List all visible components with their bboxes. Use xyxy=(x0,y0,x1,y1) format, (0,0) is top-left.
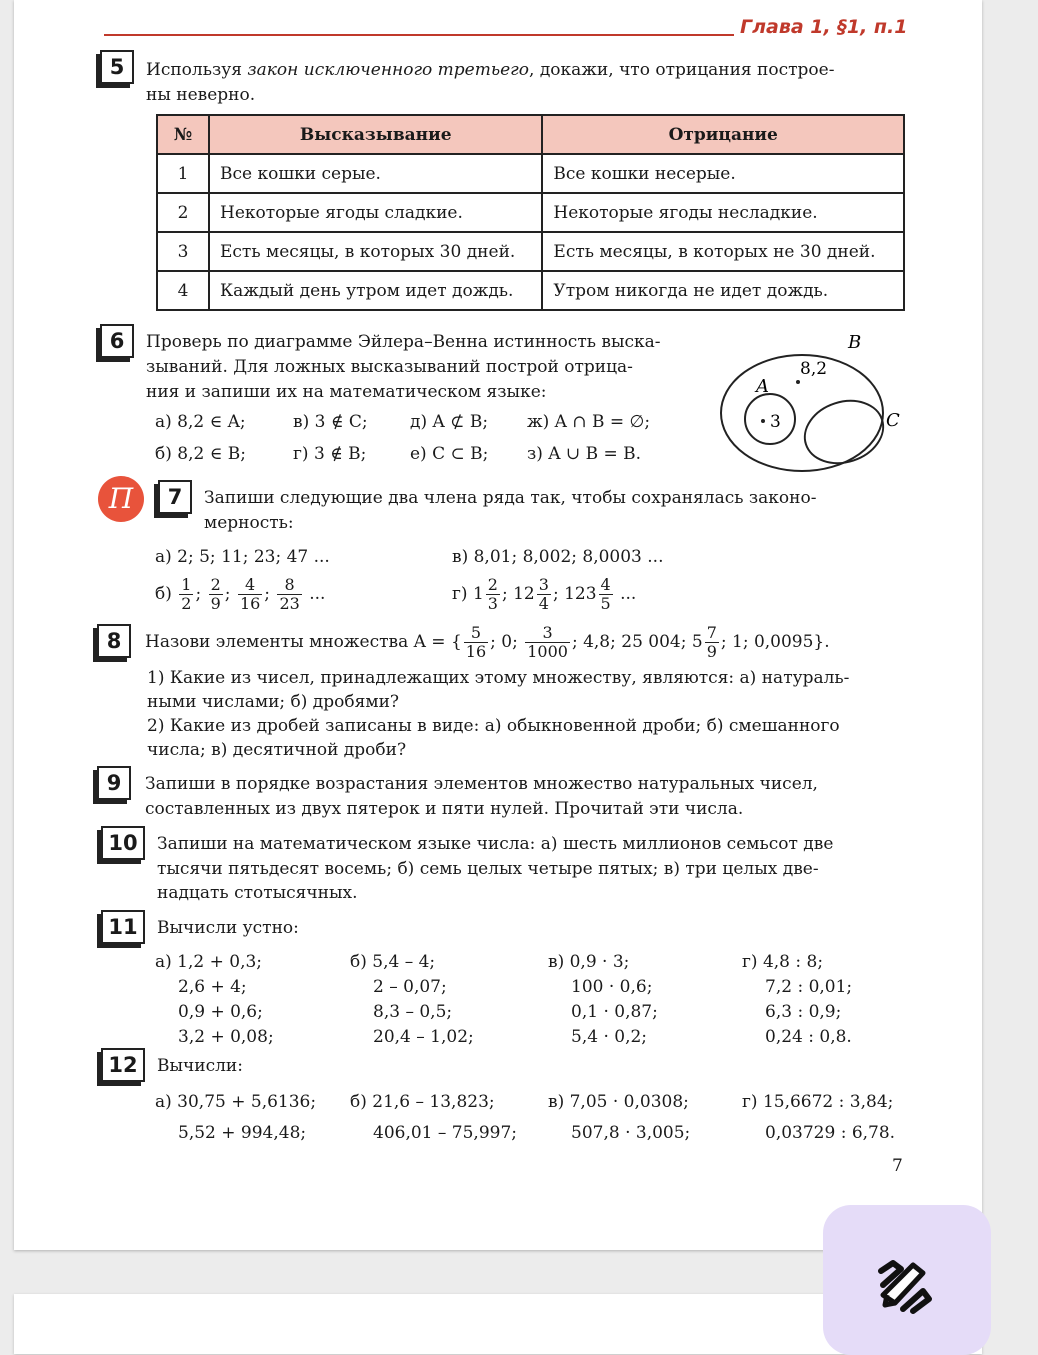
fraction: $\frac{7}{9}$ xyxy=(706,623,717,661)
task-8-set: Назови элементы множества A = { $\frac{5}{16}$ ; 0; $\frac{3}{1000}$ ; 4,8; 25 004; 5 $\frac{7}{9}$ ; 1; 0,0095}. xyxy=(145,623,830,661)
table-cell: 4 xyxy=(157,271,209,310)
fraction: $\frac{3}{4}$ xyxy=(538,575,549,613)
fraction: $\frac{5}{16}$ xyxy=(465,623,487,661)
table-cell: 3 xyxy=(157,232,209,271)
task-5-line-1: Используя закон исключенного третьего, докажи, что отрицания построе- xyxy=(146,60,835,80)
task-8-q1-line-1: 1) Какие из чисел, принадлежащих этому множеству, являются: а) натураль- xyxy=(147,668,850,688)
task-10-line-2: тысячи пятьдесят восемь; б) семь целых четыре пятых; в) три целых две- xyxy=(157,859,819,879)
negation-table xyxy=(156,114,905,311)
task-number: 8 xyxy=(97,624,131,658)
table-cell: Есть месяцы, в которых не 30 дней. xyxy=(542,232,904,271)
column-header: Отрицание xyxy=(542,115,904,154)
table-cell: 1 xyxy=(157,154,209,193)
sequence-b: б) $\frac{1}{2}$ ; $\frac{2}{9}$ ; $\frac{4}{16}$ ; $\frac{8}{23}$ ... xyxy=(155,575,326,613)
calc-column: г) 15,6672 : 3,84; 0,03729 : 6,78. xyxy=(742,1092,896,1143)
column-header: Высказывание xyxy=(209,115,542,154)
task-number: 7 xyxy=(158,480,192,514)
point-label: 3 xyxy=(770,412,781,432)
task-8-q2-line-1: 2) Какие из дробей записаны в виде: а) обыкновенной дроби; б) смешанного xyxy=(147,716,840,736)
draw-icon xyxy=(873,1255,937,1319)
statement: з) A ∪ B = B. xyxy=(527,444,642,464)
table-row xyxy=(157,193,904,232)
task-11-title: Вычисли устно: xyxy=(157,918,299,938)
page-number: 7 xyxy=(892,1156,903,1176)
table-row xyxy=(157,232,904,271)
task-10-line-1: Запиши на математическом языке числа: а) шесть миллионов семьсот две xyxy=(157,834,834,854)
task-number: 11 xyxy=(101,910,145,944)
label-b: B xyxy=(848,332,862,353)
task-10-line-3: надцать стотысячных. xyxy=(157,883,358,903)
label-a: A xyxy=(756,376,769,397)
calc-column: в) 7,05 · 0,0308; 507,8 · 3,005; xyxy=(548,1092,691,1143)
fraction: $\frac{2}{3}$ xyxy=(487,575,498,613)
fraction: $\frac{2}{9}$ xyxy=(210,575,221,613)
calc-column: г) 4,8 : 8; 7,2 : 0,01; 6,3 : 0,9; 0,24 : 0,8. xyxy=(742,952,853,1047)
statement: ж) A ∩ B = ∅; xyxy=(527,412,651,432)
fraction: $\frac{1}{2}$ xyxy=(181,575,192,613)
table-cell: Все кошки серые. xyxy=(209,154,542,193)
chapter-header: Глава 1, §1, п.1 xyxy=(740,16,908,38)
calc-column: б) 21,6 – 13,823; 406,01 – 75,997; xyxy=(350,1092,518,1143)
fraction: $\frac{8}{23}$ xyxy=(279,575,300,613)
fraction: $\frac{4}{5}$ xyxy=(600,575,611,613)
set-c-ellipse xyxy=(797,391,892,473)
statement: д) A ⊄ B; xyxy=(410,412,489,432)
point-marker xyxy=(761,419,765,423)
statement: а) 8,2 ∈ A; xyxy=(155,412,246,432)
table-cell: 2 xyxy=(157,193,209,232)
table-cell: Все кошки несерые. xyxy=(542,154,904,193)
task-7-line-2: мерность: xyxy=(204,513,294,533)
calc-column: б) 5,4 – 4; 2 – 0,07; 8,3 – 0,5; 20,4 – 1,02; xyxy=(350,952,474,1047)
table-cell: Утром никогда не идет дождь. xyxy=(542,271,904,310)
statement: в) 3 ∉ C; xyxy=(293,412,368,432)
task-6-line-1: Проверь по диаграмме Эйлера–Венна истинность выска- xyxy=(146,332,661,352)
task-number: 10 xyxy=(101,826,145,860)
pi-badge: П xyxy=(98,476,144,522)
table-row xyxy=(157,154,904,193)
statement: г) 3 ∉ B; xyxy=(293,444,367,464)
sequence-g: г) 1 $\frac{2}{3}$ ; 12 $\frac{3}{4}$ ; 123 $\frac{4}{5}$ ... xyxy=(452,575,637,613)
venn-diagram xyxy=(712,328,912,478)
point-marker xyxy=(796,380,800,384)
calc-column: а) 1,2 + 0,3; 2,6 + 4; 0,9 + 0,6; 3,2 + 0,08; xyxy=(155,952,274,1047)
task-5-line-2: ны неверно. xyxy=(146,85,256,105)
sequence-a: а) 2; 5; 11; 23; 47 ... xyxy=(155,547,330,567)
point-label: 8,2 xyxy=(800,359,828,379)
task-9-line-1: Запиши в порядке возрастания элементов множество натуральных чисел, xyxy=(145,774,818,794)
calc-column: а) 30,75 + 5,6136; 5,52 + 994,48; xyxy=(155,1092,317,1143)
task-6-line-3: ния и запиши их на математическом языке: xyxy=(146,382,547,402)
task-number: 12 xyxy=(101,1048,145,1082)
table-row xyxy=(157,271,904,310)
column-header: № xyxy=(157,115,209,154)
task-8-q2-line-2: числа; в) десятичной дроби? xyxy=(147,740,407,760)
fraction: $\frac{4}{16}$ xyxy=(239,575,261,613)
table-cell: Есть месяцы, в которых 30 дней. xyxy=(209,232,542,271)
table-cell: Некоторые ягоды сладкие. xyxy=(209,193,542,232)
task-8-q1-line-2: ными числами; б) дробями? xyxy=(147,692,400,712)
calc-column: в) 0,9 · 3; 100 · 0,6; 0,1 · 0,87; 5,4 · 0,2; xyxy=(548,952,658,1047)
table-cell: Каждый день утром идет дождь. xyxy=(209,271,542,310)
table-cell: Некоторые ягоды несладкие. xyxy=(542,193,904,232)
task-12-title: Вычисли: xyxy=(157,1056,243,1076)
task-number: 5 xyxy=(100,50,134,84)
fraction: $\frac{3}{1000}$ xyxy=(527,623,568,661)
statement: е) C ⊂ B; xyxy=(410,444,489,464)
header-rule xyxy=(104,34,734,36)
label-c: C xyxy=(886,410,900,431)
draw-fab-button[interactable] xyxy=(823,1205,991,1355)
table-header-row xyxy=(157,115,904,154)
sequence-v: в) 8,01; 8,002; 8,0003 ... xyxy=(452,547,664,567)
task-9-line-2: составленных из двух пятерок и пяти нулей. Прочитай эти числа. xyxy=(145,799,744,819)
task-7-line-1: Запиши следующие два члена ряда так, чтобы сохранялась законо- xyxy=(204,488,817,508)
task-6-line-2: зываний. Для ложных высказываний построй отрица- xyxy=(146,357,633,377)
task-number: 9 xyxy=(97,766,131,800)
statement: б) 8,2 ∈ B; xyxy=(155,444,246,464)
task-number: 6 xyxy=(100,324,134,358)
